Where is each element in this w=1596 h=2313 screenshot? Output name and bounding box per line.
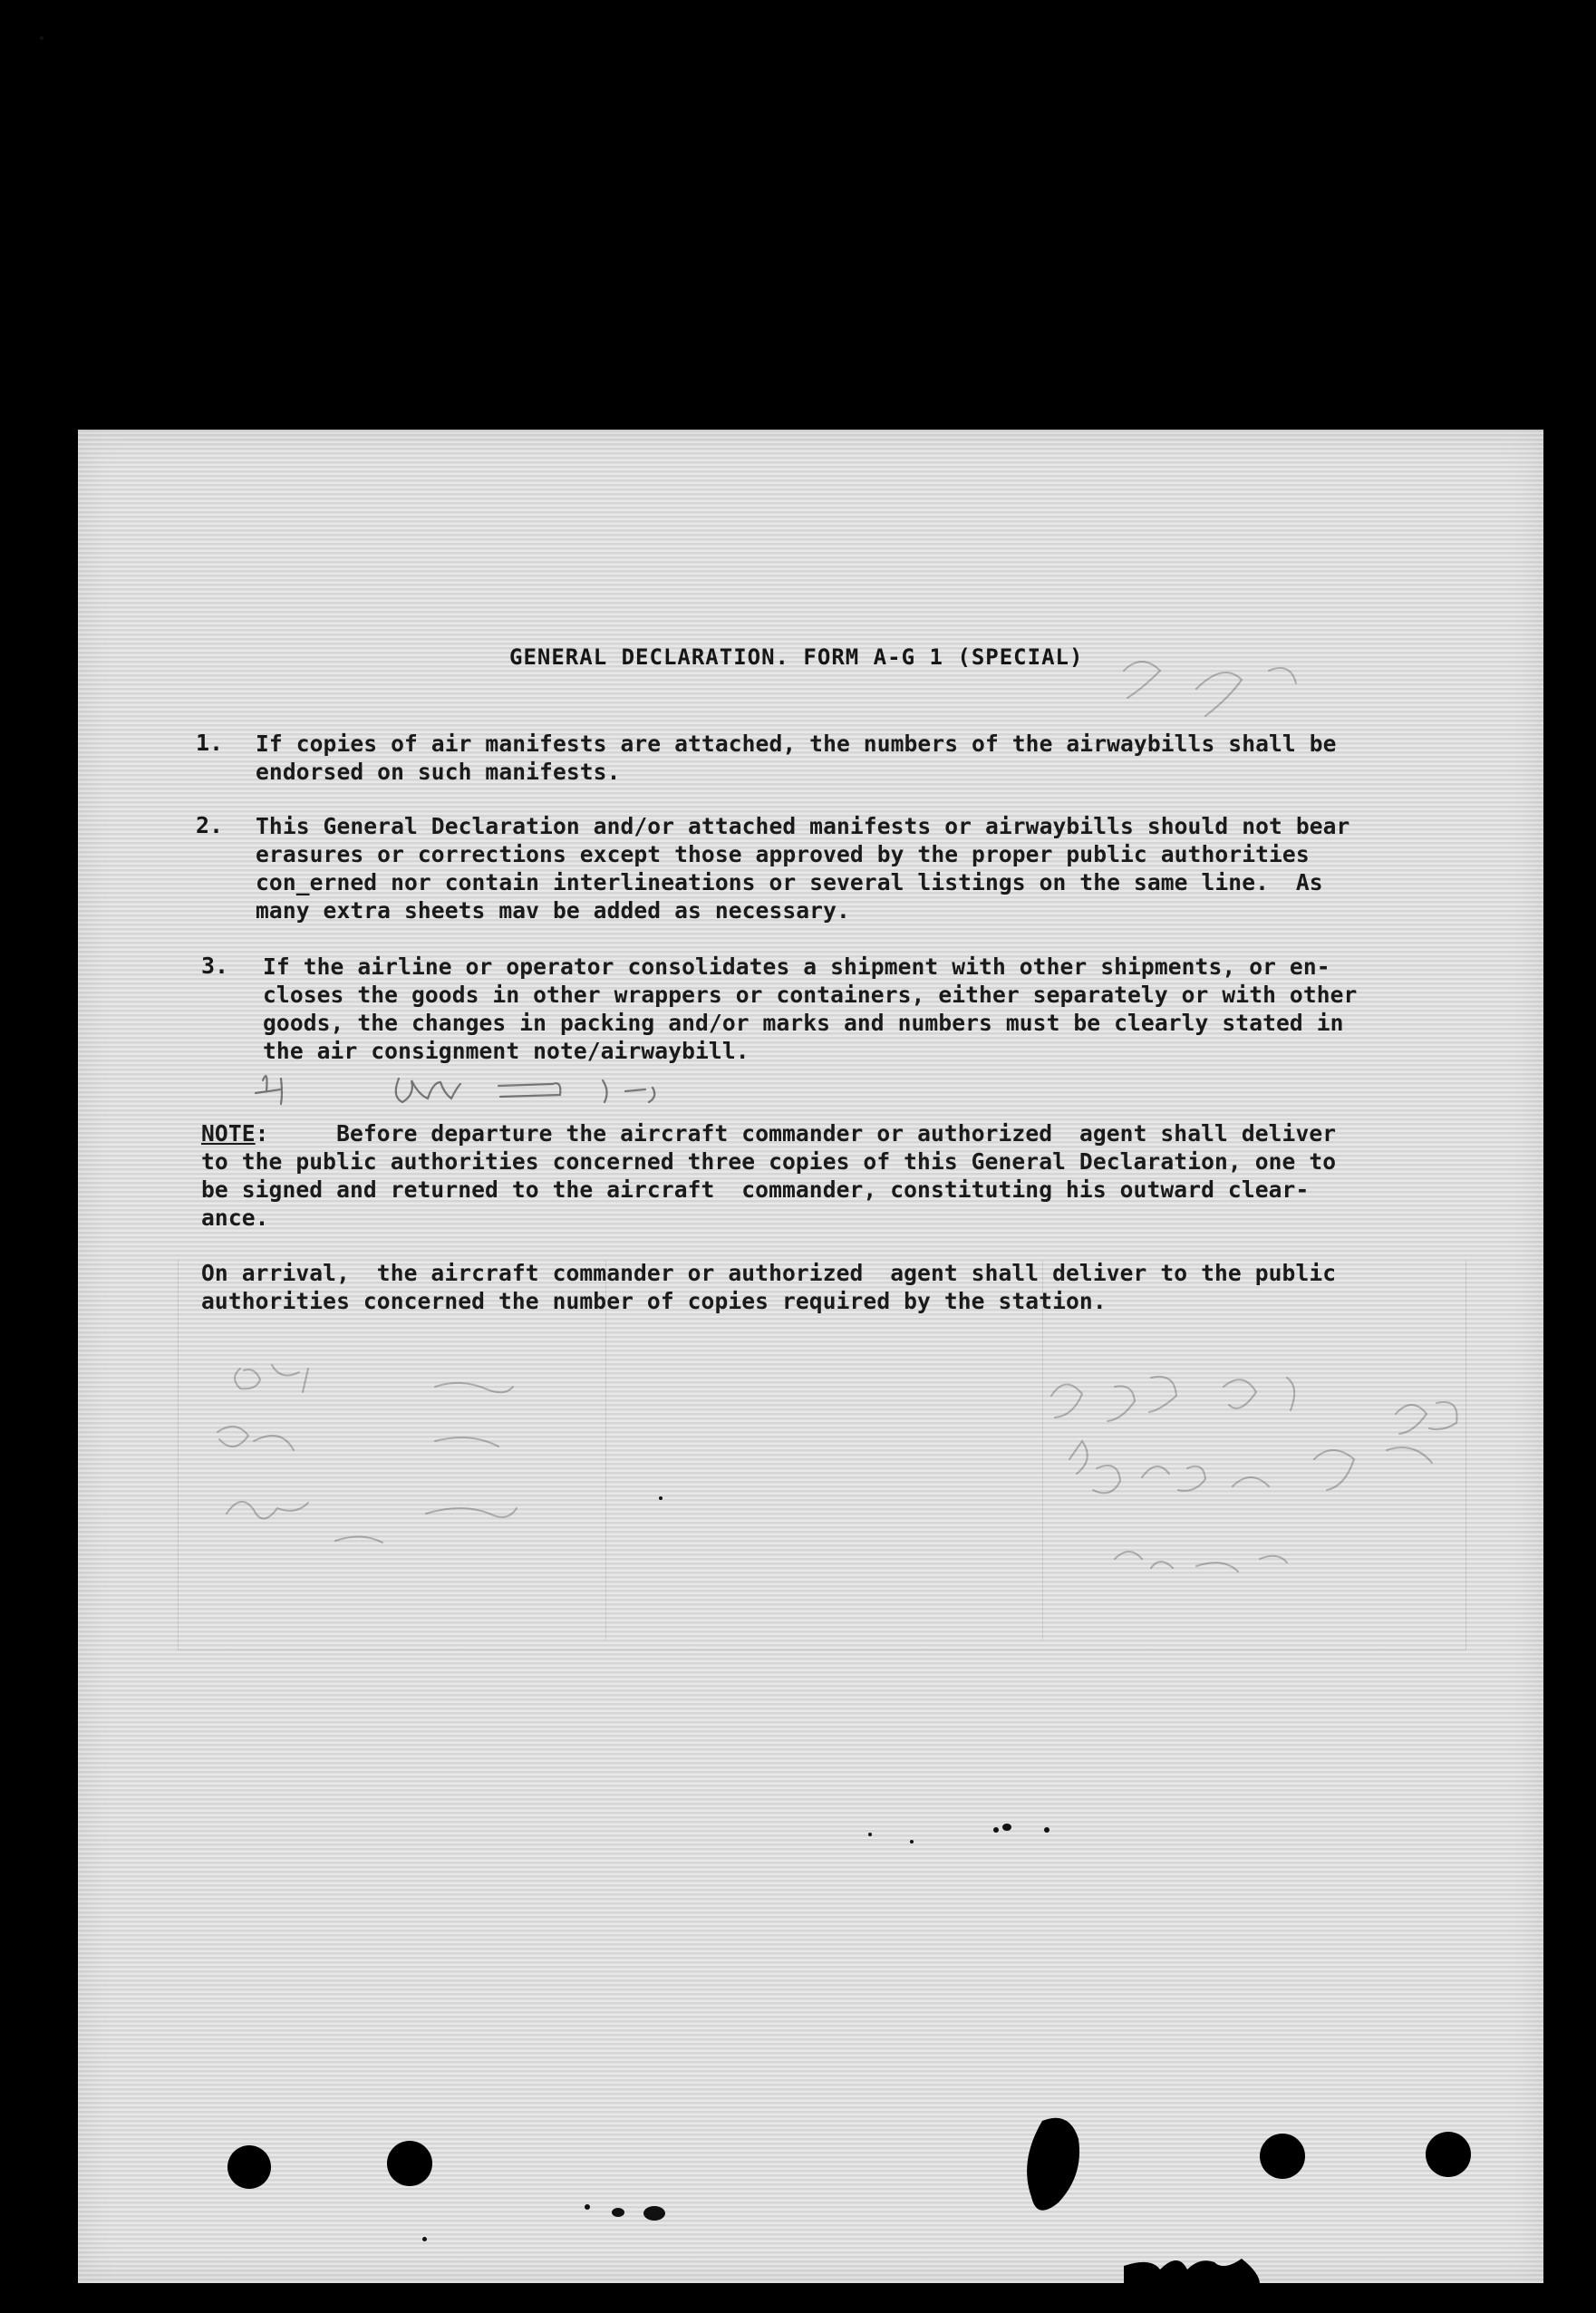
item-1-line-2: endorsed on such manifests. bbox=[256, 759, 621, 785]
note-line-4: ance. bbox=[201, 1205, 269, 1231]
punch-hole bbox=[1426, 2132, 1471, 2177]
item-2-line-2: erasures or corrections except those approved by the proper public authorities bbox=[256, 841, 1310, 867]
punch-hole bbox=[387, 2141, 432, 2186]
item-number: 2. bbox=[196, 812, 224, 838]
torn-edge bbox=[1124, 2239, 1260, 2284]
ink-speck bbox=[585, 2204, 590, 2210]
torn-hole bbox=[1015, 2112, 1106, 2230]
note-line-1-text: : Before departure the aircraft commander or authorized agent shall deliver bbox=[255, 1120, 1337, 1147]
item-1-line-1: If copies of air manifests are attached, the numbers of the airwaybills shall be bbox=[256, 731, 1337, 757]
ink-speck bbox=[612, 2208, 624, 2217]
ink-speck bbox=[40, 36, 44, 40]
item-3-line-2: closes the goods in other wrappers or containers, either separately or with other bbox=[263, 982, 1358, 1008]
item-3-line-1: If the airline or operator consolidates a shipment with other shipments, or en- bbox=[263, 953, 1330, 980]
ink-speck bbox=[643, 2206, 665, 2221]
item-3-line-4: the air consignment note/airwaybill. bbox=[263, 1038, 750, 1064]
note-label: NOTE bbox=[201, 1120, 256, 1147]
item-2-line-1: This General Declaration and/or attached manifests or airwaybills should not bear bbox=[256, 813, 1350, 839]
note-line-3: be signed and returned to the aircraft commander, constituting his outward clear- bbox=[201, 1176, 1310, 1203]
document-title: GENERAL DECLARATION. FORM A-G 1 (SPECIAL) bbox=[509, 644, 1084, 670]
note-line-2: to the public authorities concerned three copies of this General Declaration, one to bbox=[201, 1148, 1337, 1175]
item-number: 1. bbox=[196, 730, 224, 756]
item-2-line-4: many extra sheets mav be added as necessary. bbox=[256, 897, 850, 924]
ink-speck bbox=[910, 1840, 914, 1844]
punch-hole bbox=[227, 2145, 271, 2189]
arrival-line-2: authorities concerned the number of copies required by the station. bbox=[201, 1288, 1107, 1314]
punch-hole bbox=[1260, 2134, 1305, 2179]
item-2-line-3: con_erned nor contain interlineations or several listings on the same line. As bbox=[256, 869, 1323, 895]
ink-speck bbox=[422, 2237, 427, 2241]
ink-speck bbox=[993, 1827, 999, 1833]
arrival-line-1: On arrival, the aircraft commander or authorized agent shall deliver to the public bbox=[201, 1260, 1337, 1286]
ink-speck bbox=[1044, 1827, 1049, 1833]
item-3-line-3: goods, the changes in packing and/or marks and numbers must be clearly stated in bbox=[263, 1010, 1344, 1036]
item-number: 3. bbox=[201, 953, 229, 979]
ink-speck bbox=[659, 1496, 663, 1500]
ink-speck bbox=[1002, 1824, 1011, 1831]
ink-speck bbox=[868, 1833, 872, 1836]
